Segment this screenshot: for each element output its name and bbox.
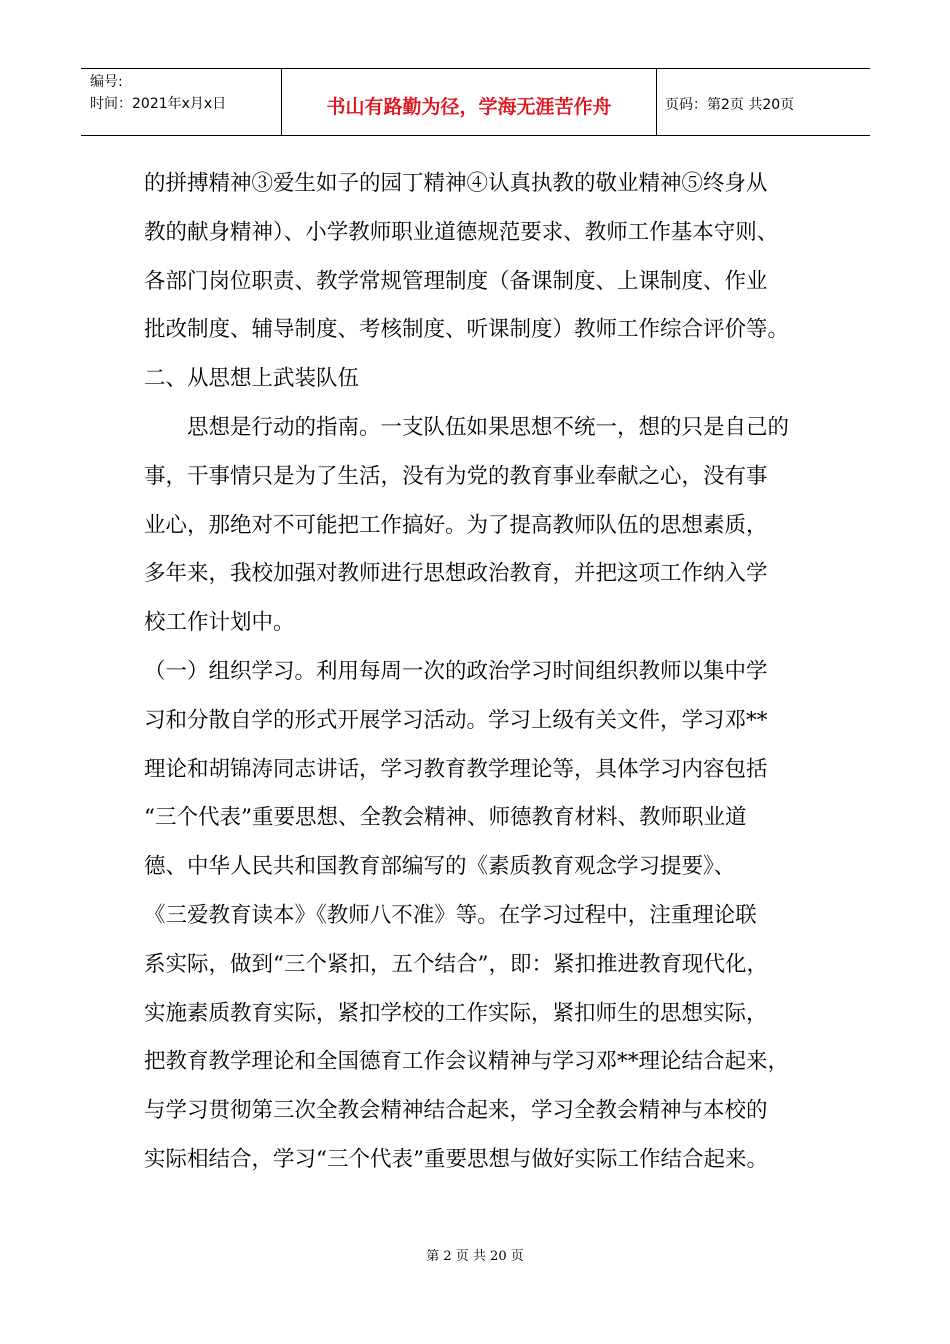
body-line: 事，干事情只是为了生活，没有为党的教育事业奉献之心，没有事	[144, 463, 768, 489]
body-line: 实施素质教育实际，紧扣学校的工作实际，紧扣师生的思想实际，	[144, 1000, 768, 1026]
section-heading: 二、从思想上武装队伍	[144, 366, 360, 392]
body-line: 实际相结合，学习“三个代表”重要思想与做好实际工作结合起来。	[144, 1146, 768, 1172]
body-line: 系实际，做到“三个紧扣，五个结合”，即：紧扣推进教育现代化，	[144, 951, 768, 977]
page-header	[81, 68, 870, 136]
body-line: 把教育教学理论和全国德育工作会议精神与学习邓**理论结合起来，	[144, 1049, 790, 1075]
body-line: 校工作计划中。	[144, 610, 295, 636]
body-line: 德、中华人民共和国教育部编写的《素质教育观念学习提要》、	[144, 854, 736, 880]
body-line: “三个代表”重要思想、全教会精神、师德教育材料、教师职业道	[144, 805, 747, 831]
document-time-label: 时间：2021年x月x日	[90, 96, 227, 112]
body-line: 批改制度、辅导制度、考核制度、听课制度）教师工作综合评价等。	[144, 317, 790, 343]
body-line: 习和分散自学的形式开展学习活动。学习上级有关文件，学习邓**	[144, 707, 768, 733]
motto-text: 书山有路勤为径，学海无涯苦作舟	[326, 95, 612, 118]
body-line: 《三爱教育读本》《教师八不准》等。在学习过程中，注重理论联	[144, 902, 757, 928]
body-line: 思想是行动的指南。一支队伍如果思想不统一，想的只是自己的	[144, 414, 790, 440]
body-line: 业心，那绝对不可能把工作搞好。为了提高教师队伍的思想素质，	[144, 512, 768, 538]
header-page-info	[657, 69, 870, 135]
body-line: 各部门岗位职责、教学常规管理制度（备课制度、上课制度、作业	[144, 268, 768, 294]
body-line: 理论和胡锦涛同志讲话，学习教育教学理论等，具体学习内容包括	[144, 756, 768, 782]
footer-page-number: 第 2 页 共 20 页	[426, 1249, 524, 1264]
body-line: 教的献身精神）、小学教师职业道德规范要求、教师工作基本守则、	[144, 219, 779, 245]
header-motto	[282, 69, 657, 135]
body-line: 与学习贯彻第三次全教会精神结合起来，学习全教会精神与本校的	[144, 1098, 768, 1124]
document-body	[144, 160, 824, 1185]
header-page-label: 页码：第2页 共20页	[665, 97, 795, 113]
body-line: 的拼搏精神③爱生如子的园丁精神④认真执教的敬业精神⑤终身从	[144, 171, 768, 196]
body-line: （一）组织学习。利用每周一次的政治学习时间组织教师以集中学	[144, 658, 768, 684]
document-number-label: 编号:	[90, 74, 123, 90]
header-meta	[81, 69, 282, 135]
page-footer	[0, 1245, 950, 1264]
body-line: 多年来，我校加强对教师进行思想政治教育，并把这项工作纳入学	[144, 561, 768, 587]
